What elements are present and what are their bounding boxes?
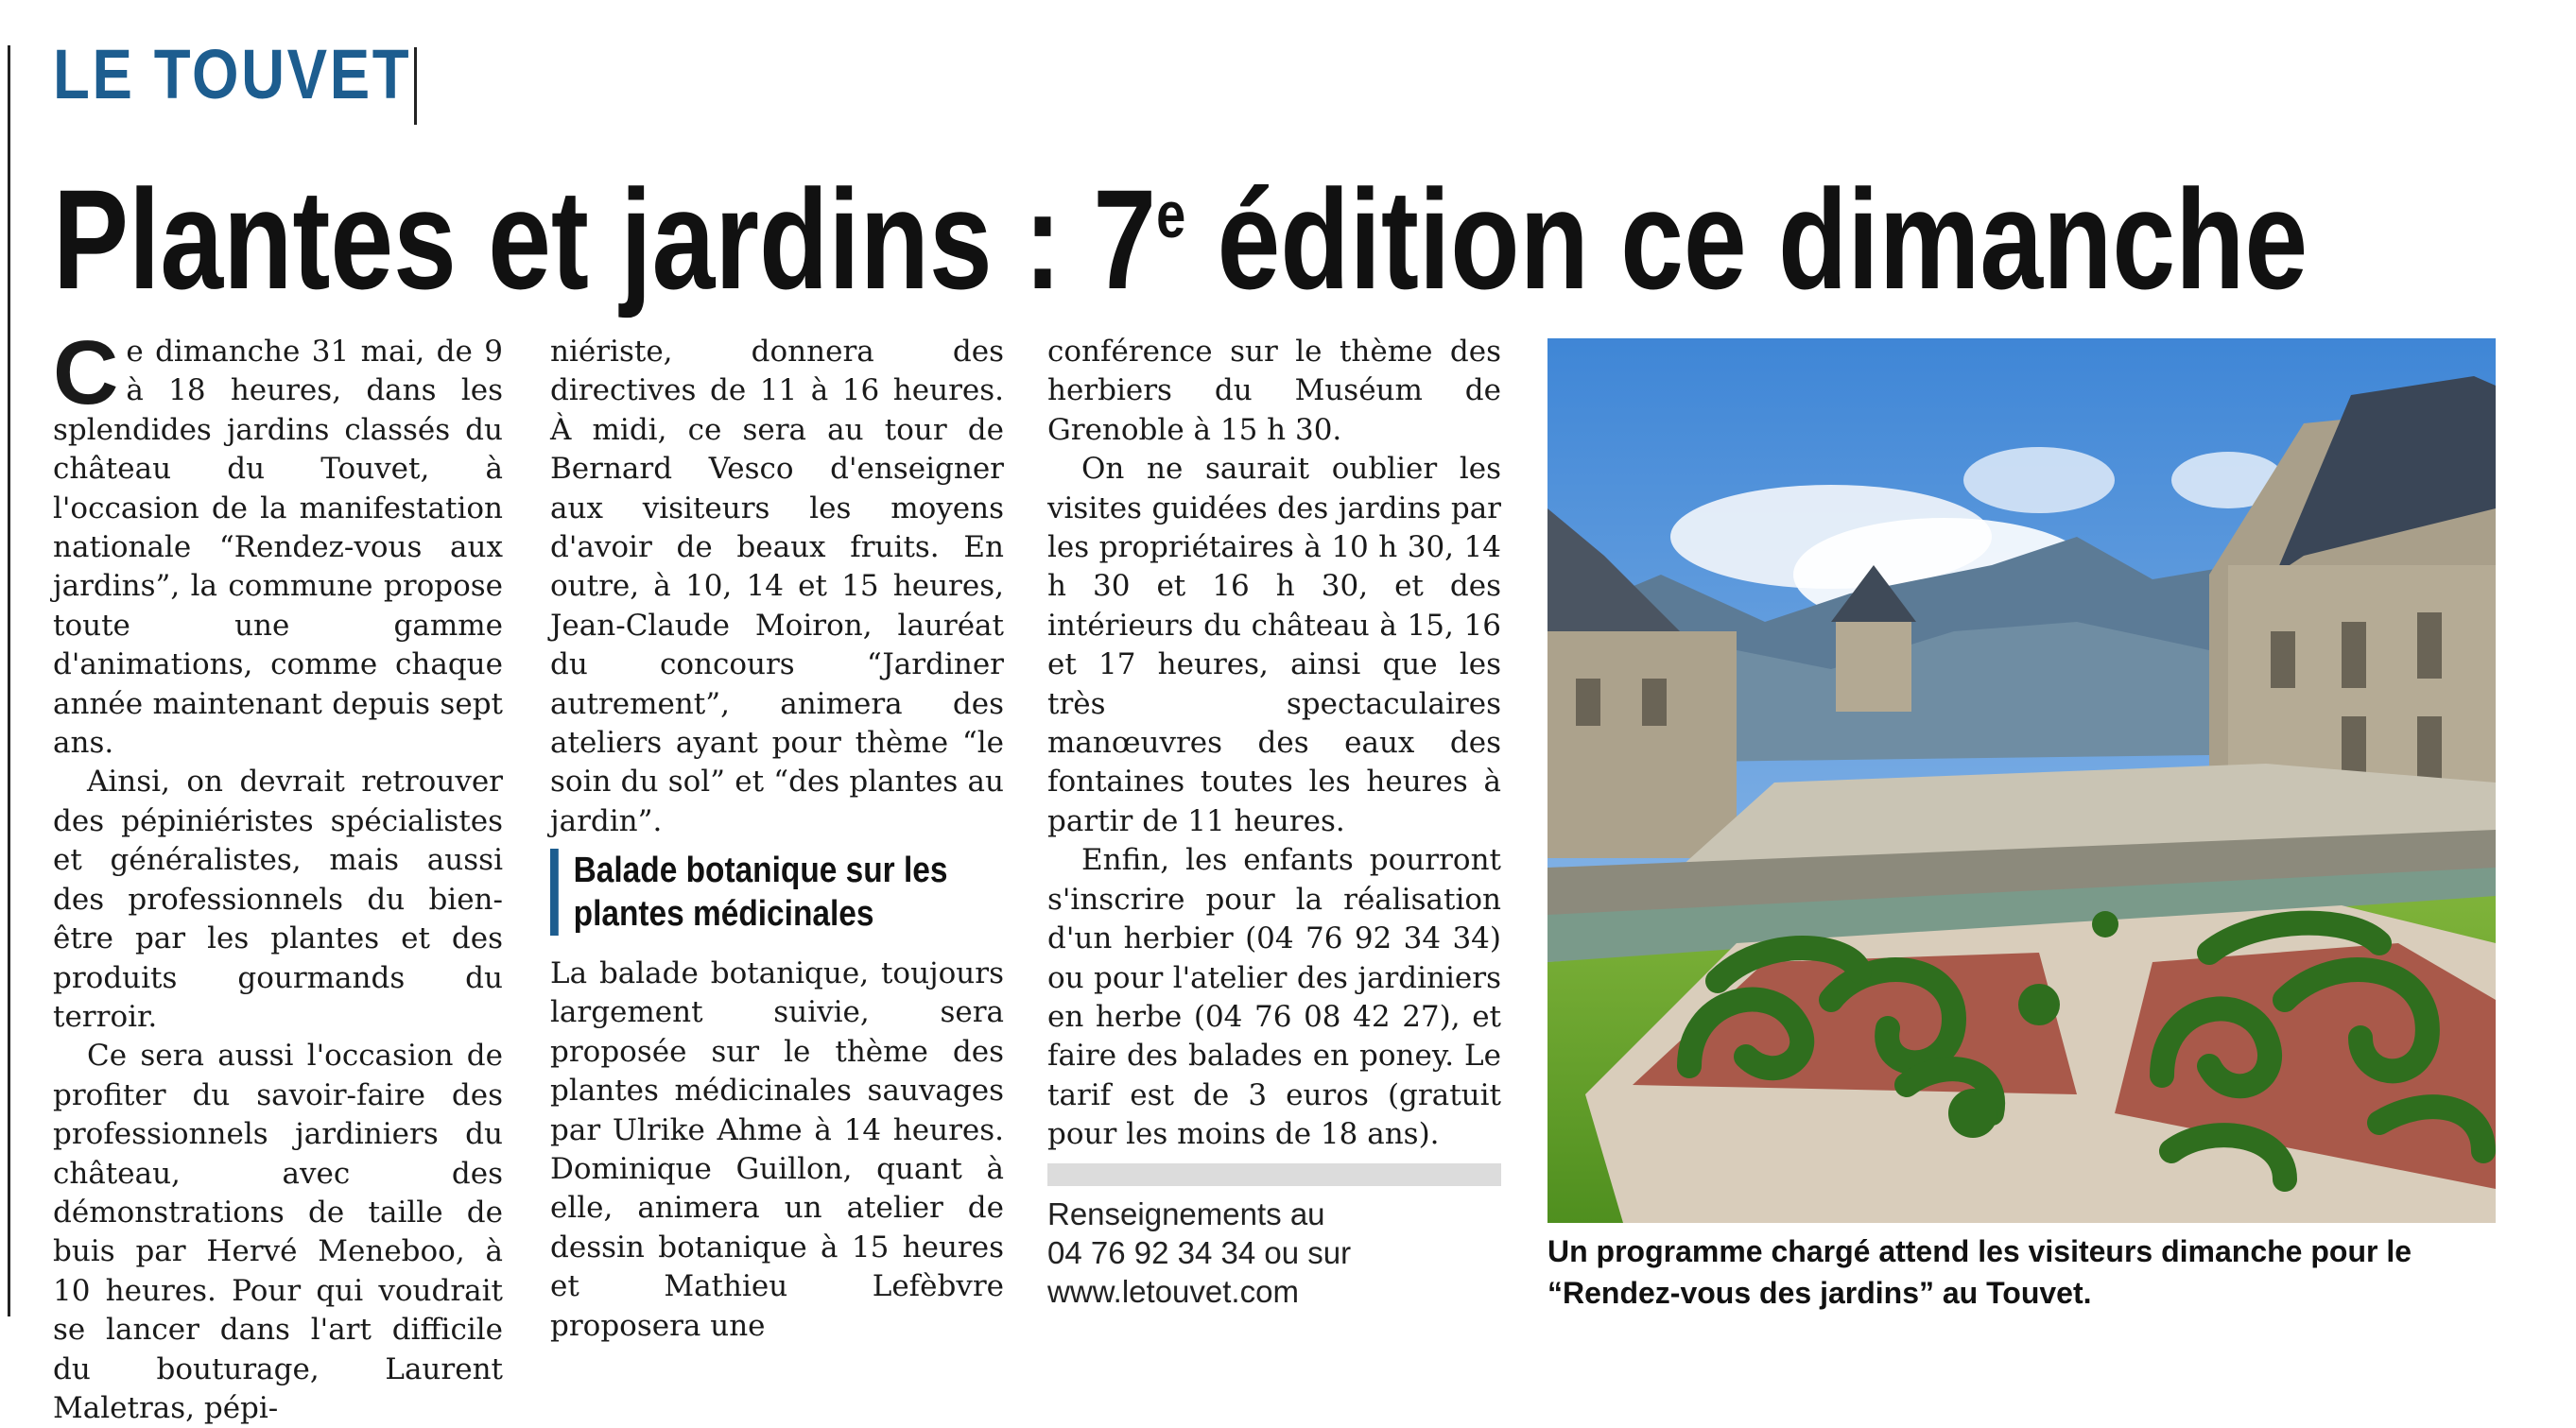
chateau-garden-photo	[1547, 338, 2496, 1223]
section-divider	[414, 47, 417, 125]
article-column-3	[1047, 333, 1501, 1155]
info-line: Renseignements au	[1047, 1196, 1325, 1231]
headline-rest: édition ce dimanche	[1185, 160, 2308, 318]
headline	[53, 160, 2308, 318]
info-box-rule	[1047, 1163, 1501, 1186]
subheading: Balade botanique sur les plantes médicinales	[550, 849, 1006, 936]
article-column-2	[550, 333, 1004, 841]
paragraph	[53, 322, 503, 763]
drop-cap: C	[53, 322, 119, 423]
article-column-2-continued	[550, 955, 1004, 1346]
paragraph: Ce sera aussi l'occasion de profiter du savoir-faire des professionnels jardiniers du château, avec des démonstrations de taille de buis par Hervé Meneboo, à 10 heures. Pour qui voudrait se lancer dans l'art difficile du bouturage, Laurent Maletras, pépi-	[53, 1039, 503, 1425]
left-column-rule	[8, 45, 10, 1316]
paragraph: Ainsi, on devrait retrouver des pépiniéristes spécialistes et généralistes, mais aussi des professionnels du bien-être par les plantes et des produits gourmands du terroir.	[53, 765, 503, 1034]
section-label: LE TOUVET	[53, 35, 412, 113]
info-line: 04 76 92 34 34 ou sur	[1047, 1235, 1352, 1270]
headline-superscript: e	[1156, 178, 1186, 251]
headline-main: Plantes et jardins : 7	[53, 160, 1157, 318]
article-column-1	[53, 322, 503, 1428]
paragraph: conférence sur le thème des herbiers du Muséum de Grenoble à 15 h 30.	[1047, 335, 1501, 447]
info-line: www.letouvet.com	[1047, 1274, 1299, 1309]
info-box	[1047, 1195, 1501, 1311]
paragraph: La balade botanique, toujours largement suivie, sera proposée sur le thème des plantes médicinales sauvages par Ulrike Ahme à 14 heures. Dominique Guillon, quant à elle, animera un atelier de dessin botanique à 15 heures et Mathieu Lefèbvre proposera une	[550, 956, 1004, 1343]
paragraph: niériste, donnera des directives de 11 à 16 heures. À midi, ce sera au tour de Bernard Vesco d'enseigner aux visiteurs les moyens d'avoir de beaux fruits. En outre, à 10, 14 et 15 heures, Jean-Claude Moiron, lauréat du concours “Jardiner autrement”, animera des ateliers ayant pour thème “le soin du sol” et “des plantes au jardin”.	[550, 335, 1004, 838]
paragraph-text: e dimanche 31 mai, de 9 à 18 heures, dans les splendides jardins classés du château du Touvet, à l'occasion de la manifestation nationale “Rendez-vous aux jardins”, la commune propose toute une gamme d'animations, comme chaque année maintenant depuis sept ans.	[53, 335, 503, 761]
paragraph: Enfin, les enfants pourront s'inscrire pour la réalisation d'un herbier (04 76 92 34 34) ou pour l'atelier des jardiniers en herbe (04 76 08 42 27), et faire des balades en poney. Le tarif est de 3 euros (gratuit pour les moins de 18 ans).	[1047, 843, 1501, 1152]
photo-caption: Un programme chargé attend les visiteurs dimanche pour le “Rendez-vous des jardins” au Touvet.	[1547, 1234, 2412, 1310]
paragraph: On ne saurait oublier les visites guidées des jardins par les propriétaires à 10 h 30, 14 h 30 et 16 h 30, et des intérieurs du château à 15, 16 et 17 heures, ainsi que les très spectaculaires manœuvres des eaux des fontaines toutes les heures à partir de 11 heures.	[1047, 452, 1501, 838]
